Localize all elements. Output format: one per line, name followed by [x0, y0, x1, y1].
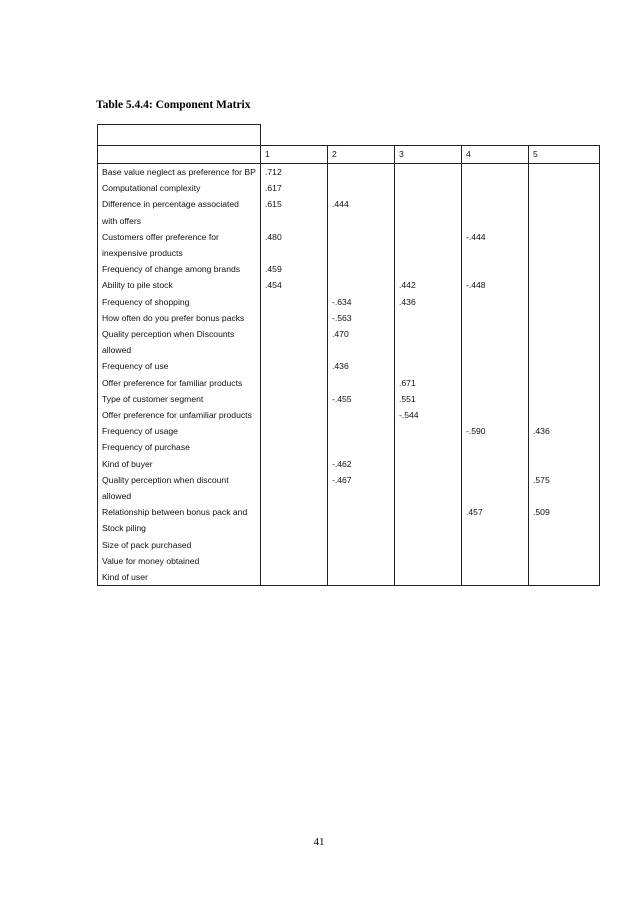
- row-label: Base value neglect as preference for BP: [98, 164, 261, 181]
- loading-cell: [529, 310, 600, 326]
- row-label: Kind of user: [98, 569, 261, 586]
- column-header: 1: [261, 146, 328, 164]
- row-label: Difference in percentage associated with offers: [98, 196, 261, 228]
- loading-cell: [462, 375, 529, 391]
- loading-cell: [529, 375, 600, 391]
- component-matrix-table: [97, 124, 600, 586]
- loading-cell: [395, 310, 462, 326]
- loading-cell: [462, 407, 529, 423]
- loading-cell: [462, 456, 529, 472]
- loading-cell: .615: [261, 196, 328, 228]
- loading-cell: [395, 537, 462, 553]
- loading-cell: [395, 423, 462, 439]
- loading-cell: -.467: [328, 472, 395, 504]
- loading-cell: [328, 164, 395, 181]
- loading-cell: .617: [261, 180, 328, 196]
- loading-cell: [261, 553, 328, 569]
- loading-cell: [529, 277, 600, 293]
- loading-cell: [328, 229, 395, 261]
- loading-cell: .444: [328, 196, 395, 228]
- loading-cell: .436: [328, 358, 395, 374]
- table-row: [98, 423, 600, 439]
- column-header: 4: [462, 146, 529, 164]
- row-label: Value for money obtained: [98, 553, 261, 569]
- loading-cell: [529, 326, 600, 358]
- table-row: [98, 229, 600, 261]
- loading-cell: -.634: [328, 294, 395, 310]
- row-label: Customers offer preference for inexpensive products: [98, 229, 261, 261]
- loading-cell: .436: [529, 423, 600, 439]
- loading-cell: [395, 358, 462, 374]
- loading-cell: [261, 537, 328, 553]
- loading-cell: [462, 537, 529, 553]
- loading-cell: [395, 326, 462, 358]
- table-row: [98, 164, 600, 181]
- loading-cell: [261, 391, 328, 407]
- loading-cell: [261, 569, 328, 586]
- loading-cell: .480: [261, 229, 328, 261]
- loading-cell: [395, 164, 462, 181]
- loading-cell: [328, 375, 395, 391]
- loading-cell: [328, 569, 395, 586]
- row-label: Quality perception when Discounts allowed: [98, 326, 261, 358]
- column-header: 3: [395, 146, 462, 164]
- loading-cell: .459: [261, 261, 328, 277]
- loading-cell: [328, 407, 395, 423]
- table-row: [98, 504, 600, 536]
- loading-cell: [261, 423, 328, 439]
- row-label: Relationship between bonus pack and Stock piling: [98, 504, 261, 536]
- loading-cell: [261, 294, 328, 310]
- blank-header-cell: [98, 125, 261, 146]
- loading-cell: [529, 229, 600, 261]
- loading-cell: -.563: [328, 310, 395, 326]
- loading-cell: [462, 294, 529, 310]
- blank-header-gap: [261, 125, 600, 146]
- loading-cell: [529, 261, 600, 277]
- loading-cell: [261, 472, 328, 504]
- loading-cell: [395, 261, 462, 277]
- row-label: Computational complexity: [98, 180, 261, 196]
- table-row: [98, 407, 600, 423]
- loading-cell: .470: [328, 326, 395, 358]
- loading-cell: [395, 472, 462, 504]
- loading-cell: .442: [395, 277, 462, 293]
- loading-cell: [261, 407, 328, 423]
- row-label: Ability to pile stock: [98, 277, 261, 293]
- loading-cell: [261, 375, 328, 391]
- table-row: [98, 196, 600, 228]
- loading-cell: [328, 504, 395, 536]
- row-label: Frequency of purchase: [98, 439, 261, 455]
- loading-cell: .575: [529, 472, 600, 504]
- loading-cell: -.544: [395, 407, 462, 423]
- loading-cell: [328, 553, 395, 569]
- loading-cell: [395, 229, 462, 261]
- loading-cell: -.590: [462, 423, 529, 439]
- loading-cell: [462, 472, 529, 504]
- row-label: Frequency of use: [98, 358, 261, 374]
- loading-cell: -.455: [328, 391, 395, 407]
- loading-cell: [395, 196, 462, 228]
- row-label: Offer preference for familiar products: [98, 375, 261, 391]
- loading-cell: [529, 180, 600, 196]
- table-row: [98, 326, 600, 358]
- loading-cell: [328, 180, 395, 196]
- loading-cell: [462, 439, 529, 455]
- loading-cell: [462, 326, 529, 358]
- loading-cell: [529, 407, 600, 423]
- row-label: Quality perception when discount allowed: [98, 472, 261, 504]
- row-label: How often do you prefer bonus packs: [98, 310, 261, 326]
- row-label: Frequency of usage: [98, 423, 261, 439]
- row-label: Size of pack purchased: [98, 537, 261, 553]
- loading-cell: [328, 439, 395, 455]
- loading-cell: [328, 537, 395, 553]
- table-row: [98, 310, 600, 326]
- row-label: Frequency of change among brands: [98, 261, 261, 277]
- loading-cell: [462, 391, 529, 407]
- loading-cell: .551: [395, 391, 462, 407]
- loading-cell: [261, 456, 328, 472]
- loading-cell: -.448: [462, 277, 529, 293]
- loading-cell: [529, 196, 600, 228]
- loading-cell: .671: [395, 375, 462, 391]
- row-label: Type of customer segment: [98, 391, 261, 407]
- loading-cell: [462, 310, 529, 326]
- loading-cell: [462, 196, 529, 228]
- table-row: [98, 439, 600, 455]
- header-label-cell: [98, 146, 261, 164]
- loading-cell: [462, 261, 529, 277]
- loading-cell: [261, 310, 328, 326]
- loading-cell: -.444: [462, 229, 529, 261]
- table-row: [98, 569, 600, 586]
- table-blank-header-row: [98, 125, 600, 146]
- loading-cell: [395, 439, 462, 455]
- loading-cell: [529, 569, 600, 586]
- loading-cell: [328, 423, 395, 439]
- table-caption: Table 5.4.4: Component Matrix: [96, 99, 251, 111]
- loading-cell: [395, 504, 462, 536]
- column-header: 5: [529, 146, 600, 164]
- loading-cell: [462, 180, 529, 196]
- loading-cell: [395, 553, 462, 569]
- row-label: Kind of buyer: [98, 456, 261, 472]
- loading-cell: [462, 164, 529, 181]
- loading-cell: -.462: [328, 456, 395, 472]
- table-row: [98, 261, 600, 277]
- table-row: [98, 472, 600, 504]
- table-row: [98, 375, 600, 391]
- page-number: 41: [313, 836, 325, 848]
- table-row: [98, 537, 600, 553]
- loading-cell: [529, 456, 600, 472]
- table-row: [98, 180, 600, 196]
- loading-cell: [529, 537, 600, 553]
- loading-cell: [529, 358, 600, 374]
- loading-cell: .436: [395, 294, 462, 310]
- loading-cell: [395, 180, 462, 196]
- column-header: 2: [328, 146, 395, 164]
- loading-cell: [395, 456, 462, 472]
- loading-cell: .509: [529, 504, 600, 536]
- loading-cell: [529, 391, 600, 407]
- loading-cell: [328, 261, 395, 277]
- loading-cell: [529, 553, 600, 569]
- loading-cell: [462, 358, 529, 374]
- loading-cell: .457: [462, 504, 529, 536]
- table-row: [98, 553, 600, 569]
- loading-cell: [261, 504, 328, 536]
- row-label: Offer preference for unfamiliar products: [98, 407, 261, 423]
- loading-cell: [395, 569, 462, 586]
- loading-cell: [261, 326, 328, 358]
- table-row: [98, 358, 600, 374]
- loading-cell: .712: [261, 164, 328, 181]
- loading-cell: [328, 277, 395, 293]
- loading-cell: [529, 439, 600, 455]
- table-row: [98, 277, 600, 293]
- loading-cell: [462, 569, 529, 586]
- loading-cell: [261, 439, 328, 455]
- loading-cell: [529, 294, 600, 310]
- table-row: [98, 391, 600, 407]
- table-row: [98, 294, 600, 310]
- loading-cell: [261, 358, 328, 374]
- loading-cell: .454: [261, 277, 328, 293]
- table-row: [98, 456, 600, 472]
- row-label: Frequency of shopping: [98, 294, 261, 310]
- loading-cell: [529, 164, 600, 181]
- loading-cell: [462, 553, 529, 569]
- table-header-row: [98, 146, 600, 164]
